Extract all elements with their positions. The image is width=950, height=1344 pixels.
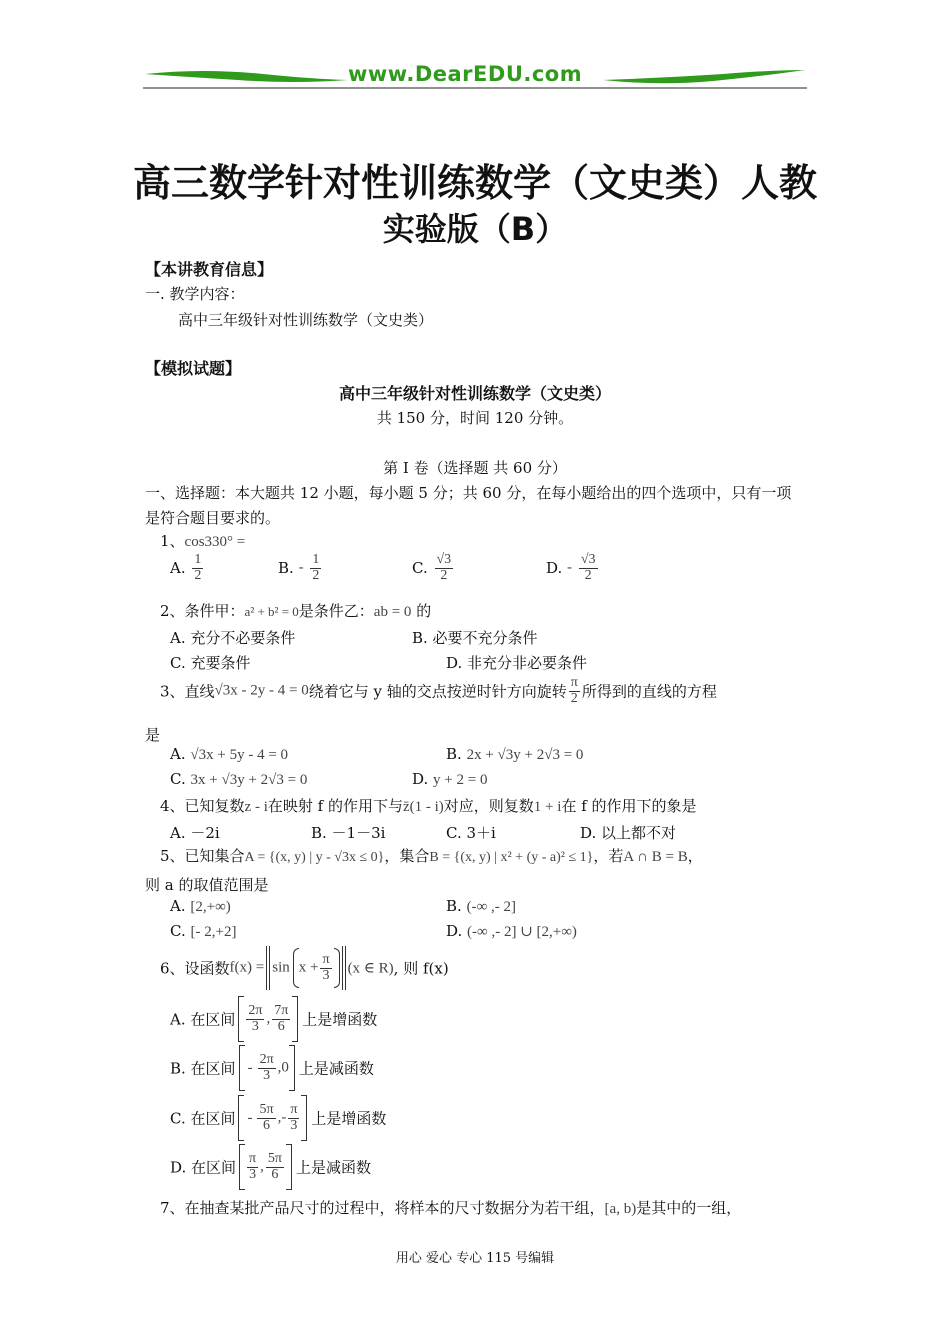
q3-option-d: D. y + 2 = 0 <box>412 770 488 788</box>
info-content: 高中三年级针对性训练数学（文史类） <box>178 311 434 329</box>
header-banner <box>143 62 807 94</box>
q5-option-b: B. (-∞ ,- 2] <box>446 897 517 915</box>
q2-option-b: B. 必要不充分条件 <box>412 629 538 647</box>
q5-option-a: A. [2,+∞) <box>170 897 231 915</box>
exam-part: 第 I 卷（选择题 共 60 分） <box>383 459 567 477</box>
q3-stem: 3、直线√3x - 2y - 4 = 0绕着它与 y 轴的交点按逆时针方向旋转 $\frac{\pi}{2}$ 所得到的直线的方程 <box>160 675 717 706</box>
q2-stem: 2、条件甲：a² + b² = 0是条件乙：ab = 0 的 <box>160 602 432 620</box>
q6-option-b: B. 在区间 - $\frac{2\pi}{3}$ ,0 上是减函数 <box>170 1045 374 1091</box>
exam-heading: 【模拟试题】 <box>145 359 242 378</box>
q3-option-b: B. 2x + √3y + 2√3 = 0 <box>446 745 584 763</box>
q7-stem: 7、在抽查某批产品尺寸的过程中，将样本的尺寸数据分为若干组，[a, b)是其中的一组， <box>160 1199 742 1217</box>
exam-meta: 共 150 分，时间 120 分钟。 <box>376 409 574 427</box>
q4-option-a: A. －2i <box>170 824 220 842</box>
q6-option-c: C. 在区间 - $\frac{5\pi}{6}$ ,- $\frac{\pi}{3}$ 上是增函数 <box>170 1095 386 1141</box>
q4-option-d: D. 以上都不对 <box>580 824 677 842</box>
q1-stem: 1、cos330° = <box>160 532 246 550</box>
q5-option-c: C. [- 2,+2] <box>170 922 237 940</box>
q3-option-a: A. √3x + 5y - 4 = 0 <box>170 745 289 763</box>
q5-stem: 5、已知集合A = {(x, y) | y - √3x ≤ 0}，集合B = {(x, y) | x² + (y - a)² ≤ 1}，若A ∩ B = B， <box>160 847 703 865</box>
q3-option-c: C. 3x + √3y + 2√3 = 0 <box>170 770 308 788</box>
site-logo-text: www.DearEDU.com <box>348 62 583 86</box>
q4-option-c: C. 3＋i <box>446 824 496 842</box>
q1-option-c: C. $\frac{√3}{2}$ <box>412 552 452 583</box>
q4-stem: 4、已知复数z - i在映射 f 的作用下与z̄(1 - i)对应，则复数1 + i在 f 的作用下的象是 <box>160 797 697 815</box>
q4-option-b: B. －1－3i <box>311 824 386 842</box>
q5-option-d: D. (-∞ ,- 2] ∪ [2,+∞) <box>446 922 577 940</box>
q1-option-b: B. - $\frac{1}{2}$ <box>278 552 320 583</box>
q6-stem: 6、设函数f(x) = sin x + $\frac{\pi}{3}$ (x ∈ R), 则 f(x) <box>160 946 449 990</box>
doc-title-line2: 实验版（B） <box>382 210 568 248</box>
q1-option-a: A. $\frac{1}{2}$ <box>170 552 202 583</box>
info-heading: 【本讲教育信息】 <box>145 260 274 279</box>
exam-intro-2: 是符合题目要求的。 <box>145 509 281 527</box>
q5-stem-line2: 则 a 的取值范围是 <box>145 876 269 894</box>
q6-option-d: D. 在区间 $\frac{\pi}{3}$ , $\frac{5\pi}{6}$ 上是减函数 <box>170 1144 371 1190</box>
exam-title: 高中三年级针对性训练数学（文史类） <box>338 384 611 403</box>
q6-option-a: A. 在区间 $\frac{2\pi}{3}$ , $\frac{7\pi}{6}$ 上是增函数 <box>170 996 377 1042</box>
exam-intro-1: 一、选择题：本大题共 12 小题，每小题 5 分；共 60 分，在每小题给出的四个选项中，只有一项 <box>145 484 792 502</box>
doc-title-line1: 高三数学针对性训练数学（文史类）人教 <box>132 161 817 205</box>
q2-option-c: C. 充要条件 <box>170 654 251 672</box>
info-section: 一. 教学内容： <box>145 285 245 303</box>
q2-option-a: A. 充分不必要条件 <box>170 629 296 647</box>
page-footer: 用心 爱心 专心 115 号编辑 <box>395 1251 555 1266</box>
q1-option-d: D. - $\frac{√3}{2}$ <box>546 552 596 583</box>
q2-option-d: D. 非充分非必要条件 <box>446 654 588 672</box>
q3-stem-tail: 是 <box>145 726 161 744</box>
